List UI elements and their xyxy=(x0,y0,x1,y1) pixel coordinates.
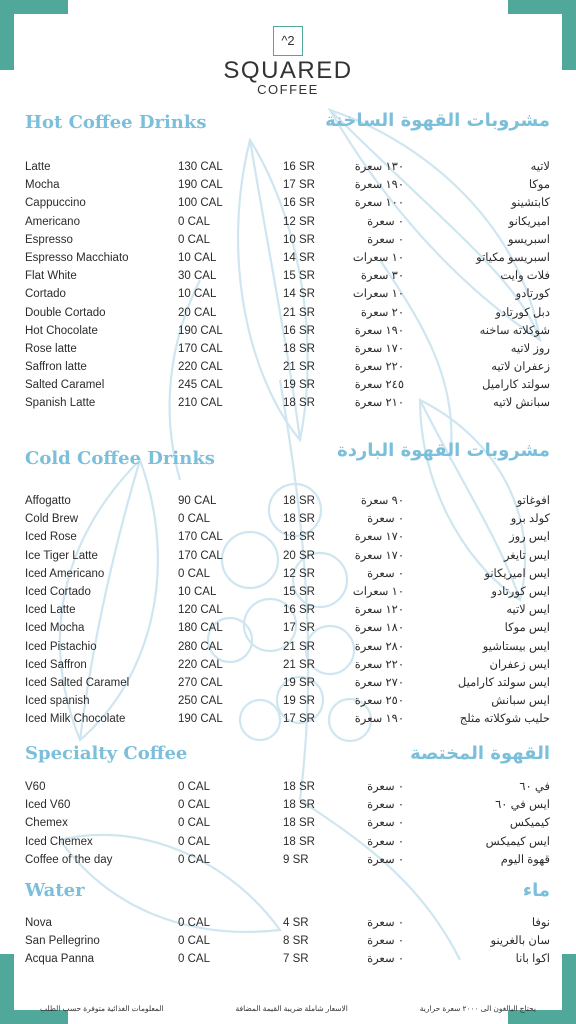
item-name-ar: كورتادو xyxy=(515,288,550,301)
item-name-en: Iced Latte xyxy=(25,604,76,617)
item-calories-ar: ٢٥٠ سعرة xyxy=(354,695,404,708)
item-name-ar: ايس كورتادو xyxy=(491,585,550,598)
item-price: 14 SR xyxy=(283,288,315,301)
item-calories-ar: ٢٧٠ سعرة xyxy=(354,676,404,689)
menu-item-row xyxy=(0,619,576,637)
item-calories-en: 0 CAL xyxy=(178,935,210,948)
menu-item-row xyxy=(0,158,576,176)
hot-coffee-list xyxy=(0,158,576,413)
item-name-en: Iced Salted Caramel xyxy=(25,676,130,689)
item-calories-en: 170 CAL xyxy=(178,531,223,544)
item-calories-ar: ١٧٠ سعرة xyxy=(354,531,404,544)
item-calories-en: 270 CAL xyxy=(178,676,223,689)
item-calories-en: 10 CAL xyxy=(178,288,217,301)
menu-item-row xyxy=(0,692,576,710)
item-name-ar: حليب شوكلاته مثلج xyxy=(459,713,550,726)
item-price: 18 SR xyxy=(283,781,315,793)
item-name-en: V60 xyxy=(25,781,46,793)
item-calories-ar: ٠ سعرة xyxy=(367,935,404,948)
item-calories-en: 0 CAL xyxy=(178,799,210,812)
item-calories-en: 0 CAL xyxy=(178,215,210,228)
item-calories-ar: ٠ سعرة xyxy=(367,835,404,848)
menu-item-row xyxy=(0,492,576,510)
item-name-ar: نوفا xyxy=(531,917,550,929)
item-price: 18 SR xyxy=(283,495,315,507)
menu-item-row xyxy=(0,932,576,950)
item-calories-ar: ٢٤٥ سعرة xyxy=(354,379,404,392)
item-name-en: Spanish Latte xyxy=(25,397,96,410)
item-price: 9 SR xyxy=(283,853,309,866)
item-calories-en: 90 CAL xyxy=(178,495,217,507)
item-calories-ar: ٠ سعرة xyxy=(367,781,404,793)
item-name-ar: ايس اميريكانو xyxy=(484,567,550,580)
item-name-en: Americano xyxy=(25,215,80,228)
item-calories-en: 280 CAL xyxy=(178,640,223,653)
item-name-en: Iced Chemex xyxy=(25,835,93,848)
menu-item-row xyxy=(0,796,576,814)
item-price: 21 SR xyxy=(283,361,315,374)
item-name-ar: ايس زعفران xyxy=(489,658,550,671)
item-price: 10 SR xyxy=(283,233,315,246)
item-name-ar: اكوا بانا xyxy=(515,953,550,966)
item-price: 17 SR xyxy=(283,622,315,635)
item-name-en: Hot Chocolate xyxy=(25,324,98,337)
item-name-en: Coffee of the day xyxy=(25,853,113,866)
logo-name: SQUARED xyxy=(223,57,353,84)
footer-note-nutrition: المعلومات الغذائية متوفرة حسب الطلب xyxy=(40,1004,164,1013)
item-price: 7 SR xyxy=(283,953,309,966)
item-name-en: Rose latte xyxy=(25,342,77,355)
menu-item-row xyxy=(0,376,576,394)
item-name-ar: سان بالغرينو xyxy=(490,935,550,948)
item-calories-en: 220 CAL xyxy=(178,361,223,374)
item-price: 18 SR xyxy=(283,513,315,526)
item-name-en: Iced V60 xyxy=(25,799,71,812)
item-name-ar: كابتشينو xyxy=(511,197,550,210)
item-price: 15 SR xyxy=(283,585,315,598)
item-name-en: Iced Saffron xyxy=(25,658,87,671)
item-calories-en: 220 CAL xyxy=(178,658,223,671)
item-price: 18 SR xyxy=(283,531,315,544)
item-name-ar: سولتد كاراميل xyxy=(482,379,550,392)
item-name-ar: ايس تايغر xyxy=(503,549,550,562)
water-list xyxy=(0,914,576,969)
item-price: 20 SR xyxy=(283,549,315,562)
logo-subtitle: COFFEE xyxy=(257,82,319,97)
item-name-en: Iced Rose xyxy=(25,531,77,544)
item-calories-en: 10 CAL xyxy=(178,585,217,598)
item-calories-ar: ٠ سعرة xyxy=(367,917,404,929)
item-calories-en: 170 CAL xyxy=(178,342,223,355)
menu-item-row xyxy=(0,638,576,656)
item-name-ar: اميريكانو xyxy=(508,215,550,228)
item-price: 4 SR xyxy=(283,917,309,929)
item-calories-ar: ٠ سعرة xyxy=(367,853,404,866)
menu-item-row xyxy=(0,394,576,412)
menu-item-row xyxy=(0,322,576,340)
item-name-ar: كيميكس xyxy=(509,817,550,830)
menu-item-row xyxy=(0,778,576,796)
item-calories-ar: ١٧٠ سعرة xyxy=(354,342,404,355)
item-calories-en: 190 CAL xyxy=(178,324,223,337)
menu-item-row xyxy=(0,340,576,358)
cold-coffee-list xyxy=(0,492,576,728)
menu-item-row xyxy=(0,833,576,851)
item-price: 18 SR xyxy=(283,397,315,410)
section-title-hot-ar: مشروبات القهوة الساخنة xyxy=(325,110,550,131)
item-calories-en: 100 CAL xyxy=(178,197,223,210)
menu-item-row xyxy=(0,231,576,249)
item-price: 16 SR xyxy=(283,161,315,173)
item-calories-en: 0 CAL xyxy=(178,917,210,929)
section-title-cold-ar: مشروبات القهوة الباردة xyxy=(337,440,550,461)
item-calories-ar: ٩٠ سعرة xyxy=(360,495,404,507)
item-calories-ar: ١٠ سعرات xyxy=(352,585,404,598)
item-price: 17 SR xyxy=(283,179,315,192)
menu-item-row xyxy=(0,851,576,869)
item-calories-en: 120 CAL xyxy=(178,604,223,617)
item-name-en: Iced Americano xyxy=(25,567,105,580)
item-calories-ar: ١٠ سعرات xyxy=(352,251,404,264)
item-name-ar: لاتيه xyxy=(530,161,550,173)
item-calories-en: 0 CAL xyxy=(178,835,210,848)
item-calories-ar: ٢٨٠ سعرة xyxy=(354,640,404,653)
item-price: 12 SR xyxy=(283,215,315,228)
item-name-en: Salted Caramel xyxy=(25,379,105,392)
item-name-en: Flat White xyxy=(25,270,77,283)
item-name-ar: قهوة اليوم xyxy=(500,853,550,866)
item-name-ar: دبل كورتادو xyxy=(495,306,550,319)
item-calories-ar: ٢٢٠ سعرة xyxy=(354,658,404,671)
item-name-ar: روز لاتيه xyxy=(510,342,550,355)
item-name-ar: ايس كيميكس xyxy=(485,835,550,848)
item-calories-ar: ٠ سعرة xyxy=(367,953,404,966)
item-price: 12 SR xyxy=(283,567,315,580)
item-name-ar: كولد برو xyxy=(510,513,550,526)
item-calories-ar: ٠ سعرة xyxy=(367,799,404,812)
item-calories-en: 170 CAL xyxy=(178,549,223,562)
item-calories-ar: ٠ سعرة xyxy=(367,215,404,228)
item-calories-en: 210 CAL xyxy=(178,397,223,410)
item-name-ar: في ٦٠ xyxy=(519,781,550,793)
footer-note-calories: يحتاج البالغون الى ٢٠٠٠ سعرة حرارية xyxy=(419,1004,536,1013)
item-name-ar: موكا xyxy=(528,179,550,192)
item-price: 21 SR xyxy=(283,306,315,319)
item-name-ar: ايس لاتيه xyxy=(506,604,550,617)
menu-item-row xyxy=(0,914,576,932)
item-name-en: Latte xyxy=(25,161,51,173)
item-name-en: Double Cortado xyxy=(25,306,106,319)
item-calories-ar: ١٩٠ سعرة xyxy=(354,179,404,192)
item-calories-en: 0 CAL xyxy=(178,853,210,866)
item-calories-ar: ١٨٠ سعرة xyxy=(354,622,404,635)
item-name-ar: افوغاتو xyxy=(516,495,550,507)
item-name-ar: ايس موكا xyxy=(504,622,550,635)
item-price: 21 SR xyxy=(283,640,315,653)
item-calories-en: 190 CAL xyxy=(178,713,223,726)
item-price: 15 SR xyxy=(283,270,315,283)
item-name-ar: فلات وايت xyxy=(500,270,550,283)
menu-item-row xyxy=(0,358,576,376)
item-calories-ar: ١٠ سعرات xyxy=(352,288,404,301)
section-title-hot-en: Hot Coffee Drinks xyxy=(25,112,207,133)
item-price: 14 SR xyxy=(283,251,315,264)
item-name-en: Mocha xyxy=(25,179,60,192)
item-calories-ar: ١٩٠ سعرة xyxy=(354,324,404,337)
item-calories-ar: ٣٠ سعرة xyxy=(360,270,404,283)
item-name-ar: ايس في ٦٠ xyxy=(495,799,550,812)
menu-item-row xyxy=(0,547,576,565)
menu-item-row xyxy=(0,674,576,692)
item-name-en: Iced Pistachio xyxy=(25,640,97,653)
item-calories-ar: ١٠٠ سعرة xyxy=(354,197,404,210)
item-name-en: Espresso Macchiato xyxy=(25,251,129,264)
item-price: 16 SR xyxy=(283,604,315,617)
item-price: 21 SR xyxy=(283,658,315,671)
item-name-en: Espresso xyxy=(25,233,73,246)
item-calories-ar: ١٣٠ سعرة xyxy=(354,161,404,173)
menu-item-row xyxy=(0,213,576,231)
menu-item-row xyxy=(0,267,576,285)
item-price: 16 SR xyxy=(283,197,315,210)
item-name-ar: ايس روز xyxy=(509,531,550,544)
section-title-cold-en: Cold Coffee Drinks xyxy=(25,448,215,469)
footer-note-vat: الاسعار شاملة ضريبة القيمة المضافة xyxy=(235,1004,348,1013)
item-calories-en: 0 CAL xyxy=(178,781,210,793)
item-calories-en: 0 CAL xyxy=(178,513,210,526)
item-name-en: Cappuccino xyxy=(25,197,86,210)
item-calories-en: 180 CAL xyxy=(178,622,223,635)
item-calories-ar: ٠ سعرة xyxy=(367,817,404,830)
item-calories-ar: ٠ سعرة xyxy=(367,567,404,580)
item-calories-en: 0 CAL xyxy=(178,233,210,246)
footer-notes xyxy=(40,1004,536,1013)
item-name-ar: اسبريسو xyxy=(507,233,550,246)
item-price: 18 SR xyxy=(283,799,315,812)
menu-item-row xyxy=(0,814,576,832)
item-calories-ar: ٢٢٠ سعرة xyxy=(354,361,404,374)
item-calories-en: 245 CAL xyxy=(178,379,223,392)
item-price: 18 SR xyxy=(283,835,315,848)
item-name-ar: شوكلاته ساخنه xyxy=(479,324,550,337)
item-calories-en: 20 CAL xyxy=(178,306,217,319)
item-name-en: Iced Mocha xyxy=(25,622,85,635)
item-calories-en: 130 CAL xyxy=(178,161,223,173)
item-calories-ar: ٢١٠ سعرة xyxy=(354,397,404,410)
item-name-en: Ice Tiger Latte xyxy=(25,549,98,562)
menu-item-row xyxy=(0,304,576,322)
item-name-ar: اسبريسو مكياتو xyxy=(476,251,550,264)
item-calories-ar: ٠ سعرة xyxy=(367,233,404,246)
menu-item-row xyxy=(0,565,576,583)
item-price: 18 SR xyxy=(283,342,315,355)
menu-item-row xyxy=(0,656,576,674)
brand-logo xyxy=(0,26,576,96)
item-name-en: Saffron latte xyxy=(25,361,87,374)
item-name-en: Nova xyxy=(25,917,52,929)
item-name-en: San Pellegrino xyxy=(25,935,100,948)
item-calories-ar: ٠ سعرة xyxy=(367,513,404,526)
menu-item-row xyxy=(0,176,576,194)
item-calories-ar: ١٧٠ سعرة xyxy=(354,549,404,562)
item-name-ar: ايس بيستاشيو xyxy=(482,640,550,653)
menu-item-row xyxy=(0,510,576,528)
item-price: 19 SR xyxy=(283,379,315,392)
item-price: 16 SR xyxy=(283,324,315,337)
section-title-specialty-ar: القهوة المختصة xyxy=(410,743,550,764)
menu-item-row xyxy=(0,601,576,619)
item-price: 8 SR xyxy=(283,935,309,948)
item-calories-en: 10 CAL xyxy=(178,251,217,264)
specialty-coffee-list xyxy=(0,778,576,869)
item-name-ar: ايس سولتد كاراميل xyxy=(457,676,550,689)
item-calories-en: 0 CAL xyxy=(178,817,210,830)
item-name-ar: ايس سبانش xyxy=(491,695,550,708)
section-title-specialty-en: Specialty Coffee xyxy=(25,743,188,764)
section-title-water-en: Water xyxy=(25,880,85,901)
menu-item-row xyxy=(0,583,576,601)
item-calories-en: 190 CAL xyxy=(178,179,223,192)
section-title-water-ar: ماء xyxy=(522,880,550,901)
item-name-en: Acqua Panna xyxy=(25,953,95,966)
item-calories-en: 30 CAL xyxy=(178,270,217,283)
item-name-en: Iced Milk Chocolate xyxy=(25,713,126,726)
menu-item-row xyxy=(0,285,576,303)
menu-item-row xyxy=(0,950,576,968)
item-calories-ar: ١٢٠ سعرة xyxy=(354,604,404,617)
item-calories-en: 250 CAL xyxy=(178,695,223,708)
item-name-en: Iced spanish xyxy=(25,695,90,708)
item-price: 18 SR xyxy=(283,817,315,830)
item-calories-en: 0 CAL xyxy=(178,567,210,580)
item-name-en: Cortado xyxy=(25,288,66,301)
item-name-ar: سبانش لاتيه xyxy=(492,397,550,410)
menu-item-row xyxy=(0,528,576,546)
logo-mark: ^2 xyxy=(273,26,303,56)
menu-item-row xyxy=(0,249,576,267)
item-calories-ar: ١٩٠ سعرة xyxy=(354,713,404,726)
item-name-ar: زعفران لاتيه xyxy=(491,361,550,374)
item-calories-en: 0 CAL xyxy=(178,953,210,966)
item-name-en: Cold Brew xyxy=(25,513,79,526)
item-name-en: Iced Cortado xyxy=(25,585,91,598)
item-price: 17 SR xyxy=(283,713,315,726)
menu-item-row xyxy=(0,194,576,212)
item-price: 19 SR xyxy=(283,695,315,708)
item-calories-ar: ٢٠ سعرة xyxy=(360,306,404,319)
menu-item-row xyxy=(0,710,576,728)
item-name-en: Affogatto xyxy=(25,495,71,507)
item-price: 19 SR xyxy=(283,676,315,689)
item-name-en: Chemex xyxy=(25,817,68,830)
